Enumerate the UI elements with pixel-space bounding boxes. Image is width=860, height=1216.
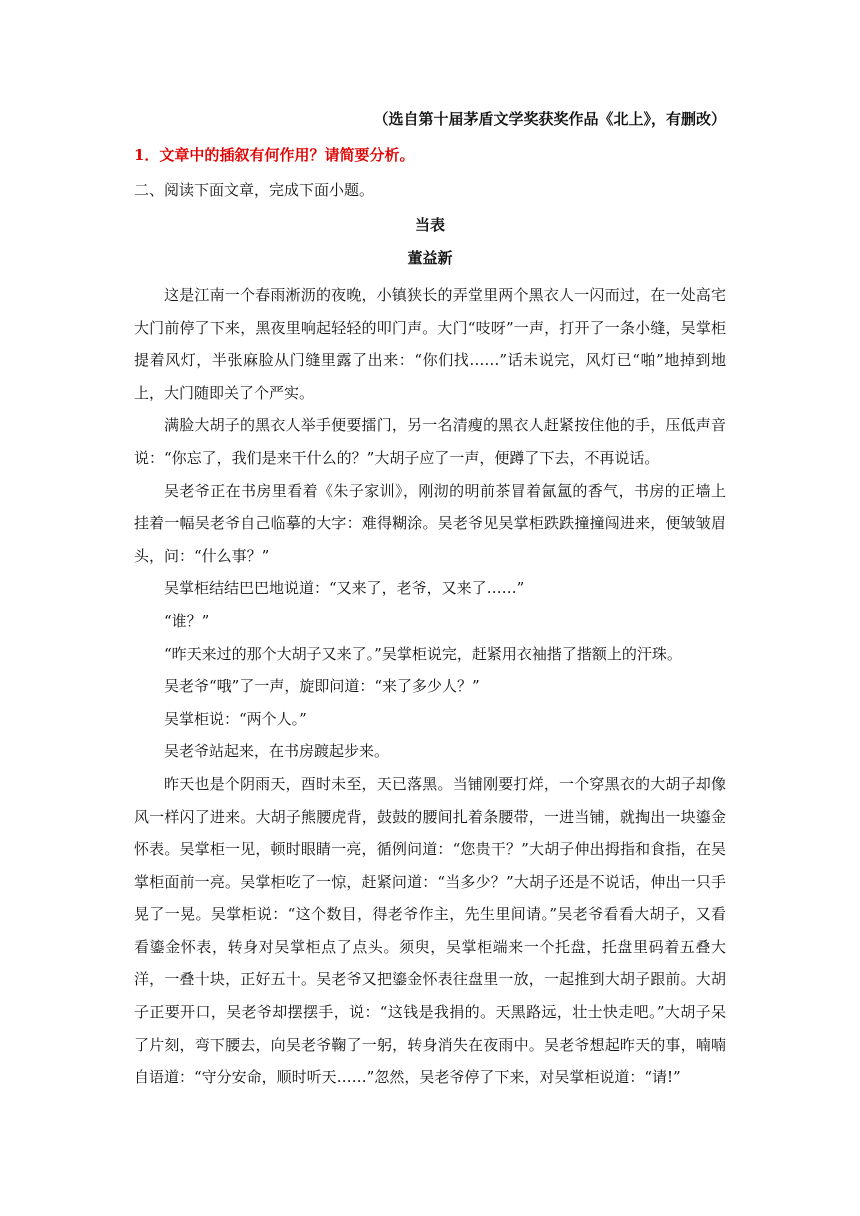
article-author: 董益新 (407, 249, 453, 267)
source-note: （选自第十届茅盾文学奖获奖作品《北上》，有删改） (373, 110, 726, 128)
paragraph: 昨天也是个阴雨天，酉时未至，天已落黑。当铺刚要打烊，一个穿黑衣的大胡子却像风一样闪了进来。大胡子熊腰虎背，鼓鼓的腰间扎着条腰带，一进当铺，就掏出一块鎏金怀表。吴掌柜一见，顿时眼睛一亮，循例问道：“您贵干？”大胡子伸出拇指和食指，在吴掌柜面前一亮。吴掌柜吃了一惊，赶紧问道：“当多少？”大胡子还是不说话，伸出一只手晃了一晃。吴掌柜说：“这个数目，得老爷作主，先生里间请。”吴老爷看看大胡子，又看看鎏金怀表，转身对吴掌柜点了点头。须臾，吴掌柜端来一个托盘，托盘里码着五叠大洋，一叠十块，正好五十。吴老爷又把鎏金怀表往盘里一放，一起推到大胡子跟前。大胡子正要开口，吴老爷却摆摆手，说：“这钱是我捐的。天黑路远，壮士快走吧。”大胡子呆了片刻，弯下腰去，向吴老爷鞠了一躬，转身消失在夜雨中。吴老爷想起昨天的事，喃喃自语道：“守分安命，顺时听天……”忽然，吴老爷停了下来，对吴掌柜说道：“请!” (134, 774, 726, 1087)
paragraph: 满脸大胡子的黑衣人举手便要擂门，另一名清瘦的黑衣人赶紧按住他的手，压低声音说：“你忘了，我们是来干什么的？”大胡子应了一声，便蹲了下去，不再说话。 (134, 416, 726, 467)
paragraph: 吴老爷正在书房里看着《朱子家训》，刚沏的明前茶冒着氤氲的香气，书房的正墙上挂着一幅吴老爷自己临摹的大字：难得糊涂。吴老爷见吴掌柜跌跌撞撞闯进来，便皱皱眉头，问：“什么事？” (134, 481, 726, 565)
question-1: 1．文章中的插叙有何作用？请简要分析。 (134, 146, 415, 164)
article-body (134, 279, 726, 1094)
section-heading: 二、阅读下面文章，完成下面小题。 (134, 181, 375, 199)
paragraph: 吴老爷站起来，在书房踱起步来。 (164, 742, 390, 761)
paragraph: 吴老爷“哦”了一声，旋即问道：“来了多少人？” (164, 677, 480, 696)
paragraph: 吴掌柜结结巴巴地说道：“又来了，老爷，又来了……” (164, 579, 525, 598)
paragraph: “谁？” (164, 611, 210, 630)
paragraph: 这是江南一个春雨淅沥的夜晚，小镇狭长的弄堂里两个黑衣人一闪而过，在一处高宅大门前停了下来，黑夜里响起轻轻的叩门声。大门“吱呀”一声，打开了一条小缝，吴掌柜提着风灯，半张麻脸从门缝里露了出来：“你们找……”话未说完，风灯已“啪”地掉到地上，大门随即关了个严实。 (134, 286, 726, 402)
article-title: 当表 (414, 216, 445, 234)
paragraph: “昨天来过的那个大胡子又来了。”吴掌柜说完，赶紧用衣袖揩了揩额上的汗珠。 (164, 644, 682, 663)
paragraph: 吴掌柜说：“两个人。” (164, 709, 307, 728)
